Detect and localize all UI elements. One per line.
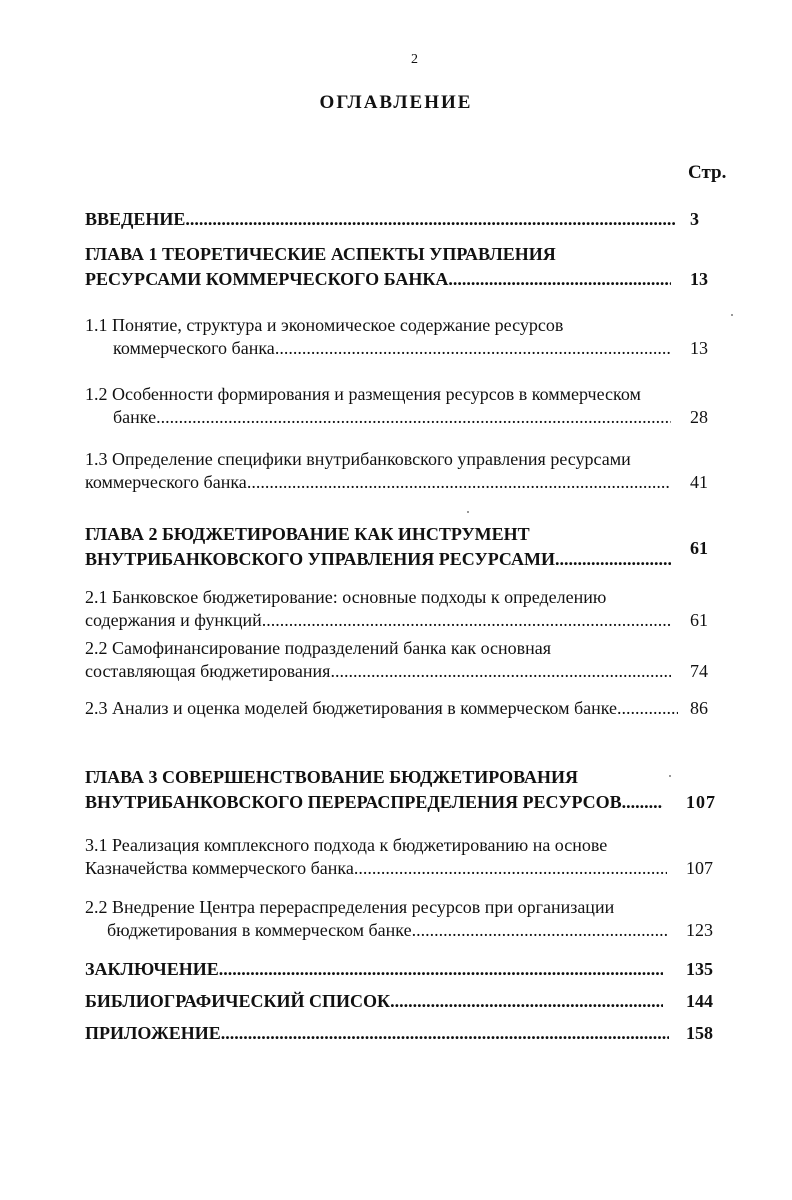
toc-entry-section-2-1[interactable] <box>85 586 671 632</box>
entry-page-number: 107 <box>686 858 713 878</box>
scan-speck <box>467 511 469 513</box>
toc-entry-conclusion[interactable] <box>85 958 663 981</box>
dot-leader <box>221 1023 669 1043</box>
entry-page-number: 41 <box>690 472 708 492</box>
entry-page-number: 28 <box>690 407 708 427</box>
entry-title-line-2: ВНУТРИБАНКОВСКОГО ПЕРЕРАСПРЕДЕЛЕНИЯ РЕСУРСОВ <box>85 792 622 812</box>
entry-title-line-1: 2.2 Самофинансирование подразделений банка как основная <box>85 638 552 658</box>
entry-title-line-2: банке <box>113 407 157 427</box>
dot-leader <box>219 959 663 979</box>
entry-page-number: 86 <box>690 698 708 718</box>
scan-speck <box>731 314 733 316</box>
entry-title: 2.3 Анализ и оценка моделей бюджетирования в коммерческом банке <box>85 698 618 718</box>
toc-entry-section-1-3[interactable] <box>85 448 671 494</box>
entry-title-line-2: Казначейства коммерческого банка <box>85 858 354 878</box>
dot-leader <box>555 549 671 569</box>
entry-title-line-2: содержания и функций <box>85 610 262 630</box>
entry-title: ПРИЛОЖЕНИЕ <box>85 1023 221 1043</box>
entry-title-line-1: 3.1 Реализация комплексного подхода к бюджетированию на основе <box>85 835 608 855</box>
entry-title-line-1: ГЛАВА 2 БЮДЖЕТИРОВАНИЕ КАК ИНСТРУМЕНТ <box>85 524 530 544</box>
entry-title-line-1: 2.2 Внедрение Центра перераспределения ресурсов при организации <box>85 897 615 917</box>
page-number: 2 <box>411 52 418 67</box>
scan-speck <box>669 775 671 777</box>
entry-title-line-1: 1.1 Понятие, структура и экономическое содержание ресурсов <box>85 315 564 335</box>
toc-entry-bibliography[interactable] <box>85 990 663 1013</box>
entry-title-line-2: коммерческого банка <box>85 472 247 492</box>
dot-leader <box>622 792 663 812</box>
entry-title-line-1: 1.3 Определение специфики внутрибанковского управления ресурсами <box>85 449 631 469</box>
dot-leader <box>275 338 671 358</box>
entry-title-line-2: коммерческого банка <box>113 338 275 358</box>
entry-title-line-1: 1.2 Особенности формирования и размещения ресурсов в коммерческом <box>85 384 641 404</box>
dot-leader <box>185 209 675 229</box>
dot-leader <box>262 610 671 630</box>
dot-leader <box>354 858 667 878</box>
entry-page-number: 3 <box>690 209 699 229</box>
entry-title-line-1: ГЛАВА 3 СОВЕРШЕНСТВОВАНИЕ БЮДЖЕТИРОВАНИЯ <box>85 767 578 787</box>
dot-leader <box>617 698 678 718</box>
entry-title-line-1: 2.1 Банковское бюджетирование: основные подходы к определению <box>85 587 607 607</box>
toc-entry-section-1-1[interactable] <box>85 314 671 360</box>
toc-entry-section-1-2[interactable] <box>85 383 671 429</box>
page-title: ОГЛАВЛЕНИЕ <box>319 92 473 113</box>
toc-entry-appendix[interactable] <box>85 1022 669 1045</box>
entry-title-line-1: ГЛАВА 1 ТЕОРЕТИЧЕСКИЕ АСПЕКТЫ УПРАВЛЕНИЯ <box>85 244 556 264</box>
dot-leader <box>247 472 671 492</box>
entry-title-line-2: бюджетирования в коммерческом банке <box>107 920 412 940</box>
entry-title-line-2: РЕСУРСАМИ КОММЕРЧЕСКОГО БАНКА <box>85 269 449 289</box>
entry-page-number: 123 <box>686 920 713 940</box>
entry-page-number: 74 <box>690 661 708 681</box>
toc-entry-section-3-2[interactable] <box>85 896 667 942</box>
toc-entry-section-2-3[interactable] <box>85 697 678 720</box>
entry-page-number: 107 <box>686 792 716 812</box>
toc-entry-chapter-1[interactable] <box>85 243 671 291</box>
entry-page-number: 13 <box>690 338 708 358</box>
entry-page-number: 158 <box>686 1023 713 1043</box>
entry-title: БИБЛИОГРАФИЧЕСКИЙ СПИСОК <box>85 991 391 1011</box>
dot-leader <box>412 920 667 940</box>
dot-leader <box>330 661 671 681</box>
toc-entry-chapter-3[interactable] <box>85 766 663 814</box>
entry-title: ВВЕДЕНИЕ <box>85 209 186 229</box>
entry-title: ЗАКЛЮЧЕНИЕ <box>85 959 219 979</box>
entry-page-number: 61 <box>690 538 708 558</box>
toc-entry-introduction[interactable] <box>85 208 675 231</box>
toc-entry-section-2-2[interactable] <box>85 637 671 683</box>
entry-page-number: 13 <box>690 269 708 289</box>
entry-title-line-2: ВНУТРИБАНКОВСКОГО УПРАВЛЕНИЯ РЕСУРСАМИ <box>85 549 556 569</box>
toc-entry-chapter-2[interactable] <box>85 523 671 571</box>
entry-title-line-2: составляющая бюджетирования <box>85 661 331 681</box>
page-column-header: Стр. <box>688 162 727 183</box>
entry-page-number: 135 <box>686 959 713 979</box>
entry-page-number: 144 <box>686 991 713 1011</box>
dot-leader <box>390 991 663 1011</box>
dot-leader <box>156 407 671 427</box>
entry-page-number: 61 <box>690 610 708 630</box>
dot-leader <box>448 269 671 289</box>
toc-entry-section-3-1[interactable] <box>85 834 667 880</box>
